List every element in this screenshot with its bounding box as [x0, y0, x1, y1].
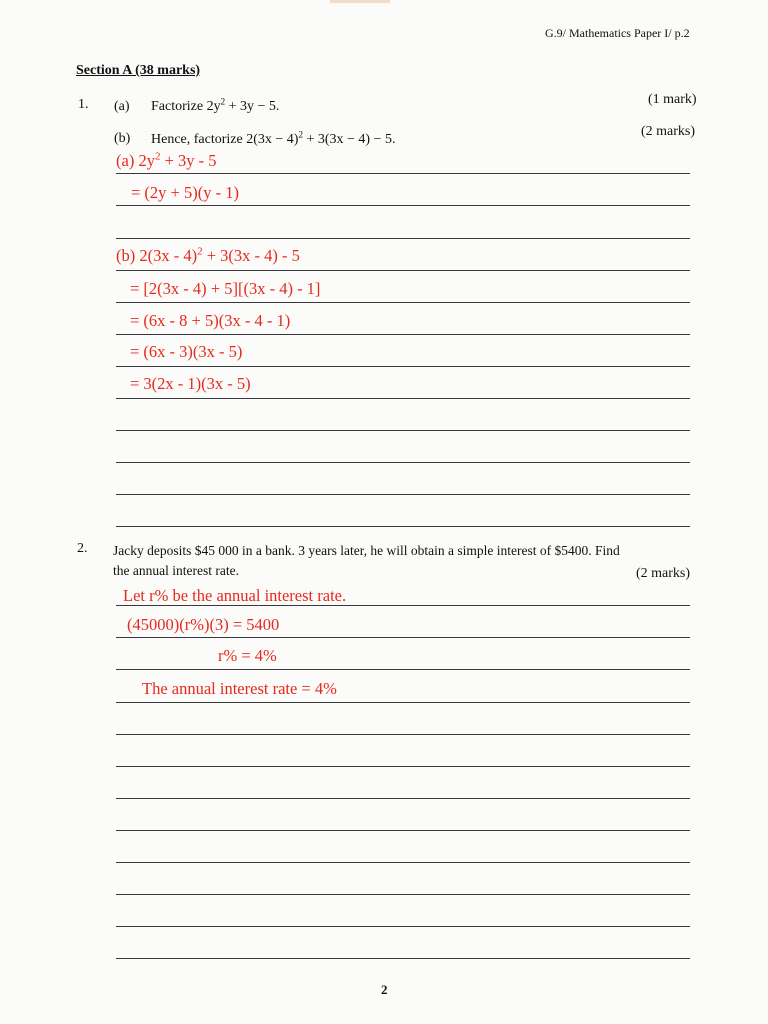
q2-answer-line3: r% = 4%	[218, 646, 277, 665]
answer-rule	[116, 302, 690, 303]
answer-rule	[116, 430, 690, 431]
answer-rule	[116, 462, 690, 463]
q1-answer-line3	[116, 246, 300, 266]
answer-rule	[116, 605, 690, 606]
q1-b-marks: (2 marks)	[641, 124, 696, 139]
q1-b-rest: + 3(3x − 4) − 5.	[302, 132, 396, 147]
q1-a-rest: + 3y − 5.	[225, 99, 280, 114]
q1-number: 1.	[78, 97, 89, 112]
q1-answer-line1	[116, 151, 217, 171]
answer-rule	[116, 238, 690, 239]
page-number: 2	[381, 982, 388, 997]
q1-answer-line7: = 3(2x - 1)(3x - 5)	[130, 374, 251, 393]
answer-rule	[116, 894, 690, 895]
answer-rule	[116, 205, 690, 206]
q2-text-line1: Jacky deposits $45 000 in a bank. 3 years later, he will obtain a simple interest of $5400. Find	[113, 543, 620, 558]
q1-b-text: Hence, factorize 2(3x − 4)	[151, 132, 299, 147]
q1-answer-l1-pre: (a) 2y	[116, 151, 155, 170]
answer-rule	[116, 958, 690, 959]
answer-rule	[116, 926, 690, 927]
q1-b-label: (b)	[114, 131, 131, 146]
answer-rule	[116, 526, 690, 527]
section-title: Section A (38 marks)	[76, 63, 201, 78]
answer-rule	[116, 766, 690, 767]
q1-a-sup: 2	[220, 96, 226, 107]
q1-answer-line2: = (2y + 5)(y - 1)	[131, 183, 239, 202]
q1-answer-l3-sup: 2	[197, 245, 203, 258]
answer-rule	[116, 398, 690, 399]
q1-a-marks: (1 mark)	[648, 92, 697, 107]
q1-answer-l3-post: + 3(3x - 4) - 5	[202, 246, 300, 265]
q2-number: 2.	[77, 541, 88, 556]
q2-text-line2: the annual interest rate.	[113, 563, 239, 578]
answer-rule	[116, 862, 690, 863]
q1-a-label: (a)	[114, 99, 130, 114]
answer-rule	[116, 173, 690, 174]
answer-rule	[116, 669, 690, 670]
answer-rule	[116, 494, 690, 495]
answer-rule	[116, 637, 690, 638]
q2-answer-line2: (45000)(r%)(3) = 5400	[127, 615, 280, 634]
q1-answer-line4: = [2(3x - 4) + 5][(3x - 4) - 1]	[130, 279, 321, 298]
answer-rule	[116, 734, 690, 735]
answer-rule	[116, 830, 690, 831]
q1-answer-line6: = (6x - 3)(3x - 5)	[130, 342, 243, 361]
q2-marks: (2 marks)	[636, 566, 691, 581]
running-head: G.9/ Mathematics Paper I/ p.2	[545, 26, 690, 40]
q1-answer-line5: = (6x - 8 + 5)(3x - 4 - 1)	[130, 311, 291, 330]
answer-rule	[116, 366, 690, 367]
q1-b-question	[151, 129, 396, 148]
scan-mark	[330, 0, 390, 3]
q1-answer-l1-sup: 2	[154, 150, 161, 163]
q1-a-question	[151, 96, 280, 115]
q1-answer-l3-pre: (b) 2(3x - 4)	[116, 246, 198, 265]
q2-answer-line1: Let r% be the annual interest rate.	[123, 586, 347, 605]
answer-rule	[116, 702, 690, 703]
q1-a-text: Factorize 2y	[151, 99, 221, 114]
answer-rule	[116, 798, 690, 799]
answer-rule	[116, 270, 690, 271]
q1-answer-l1-post: + 3y - 5	[160, 151, 217, 170]
q1-b-sup: 2	[298, 129, 303, 140]
answer-rule	[116, 334, 690, 335]
q2-answer-line4: The annual interest rate = 4%	[142, 679, 337, 698]
